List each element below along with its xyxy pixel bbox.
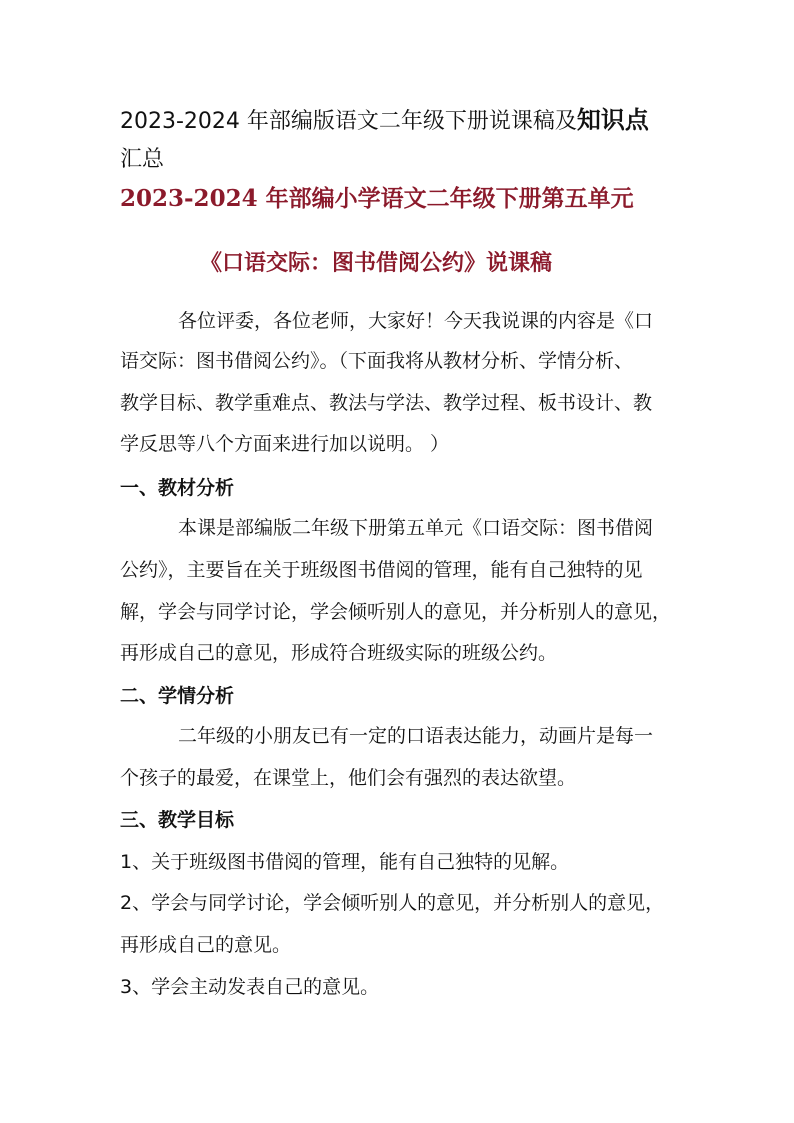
section-heading: 二、学情分析 bbox=[120, 685, 235, 707]
paragraph-line: 公约》，主要旨在关于班级图书借阅的管理，能有自己独特的见 bbox=[120, 559, 643, 581]
paragraph-line: 再形成自己的意见，形成符合班级实际的班级公约。 bbox=[120, 642, 558, 664]
paragraph-line: 解，学会与同学讨论，学会倾听别人的意见，并分析别人的意见， bbox=[120, 601, 672, 623]
list-item: 2、学会与同学讨论，学会倾听别人的意见，并分析别人的意见， bbox=[120, 892, 665, 914]
intro-line: 学反思等八个方面来进行加以说明。 ） bbox=[120, 433, 450, 455]
title-text: 2023-2024 年部编版语文二年级下册说课稿及 bbox=[120, 109, 577, 134]
intro-line: 语交际：图书借阅公约》。（下面我将从教材分析、学情分析、 bbox=[120, 350, 634, 372]
title-bold-text: 知识点 bbox=[576, 106, 649, 134]
document-title-line1 bbox=[120, 106, 649, 136]
paragraph-line: 二年级的小朋友已有一定的口语表达能力，动画片是每一 bbox=[178, 725, 654, 747]
paragraph-line: 再形成自己的意见。 bbox=[120, 934, 292, 956]
section-heading: 三、教学目标 bbox=[120, 809, 235, 831]
list-item: 1、关于班级图书借阅的管理，能有自己独特的见解。 bbox=[120, 851, 570, 873]
lesson-subtitle: 《口语交际：图书借阅公约》说课稿 bbox=[200, 251, 553, 276]
intro-line: 教学目标、教学重难点、教法与学法、教学过程、板书设计、教 bbox=[120, 392, 653, 414]
intro-line: 各位评委，各位老师，大家好！今天我说课的内容是《口 bbox=[178, 310, 654, 332]
document-title-line2: 汇总 bbox=[120, 147, 165, 172]
unit-title: 2023-2024 年部编小学语文二年级下册第五单元 bbox=[120, 185, 634, 212]
paragraph-line: 本课是部编版二年级下册第五单元《口语交际：图书借阅 bbox=[178, 517, 654, 539]
paragraph-line: 个孩子的最爱，在课堂上，他们会有强烈的表达欲望。 bbox=[120, 767, 577, 789]
list-item: 3、学会主动发表自己的意见。 bbox=[120, 976, 380, 998]
section-heading: 一、教材分析 bbox=[120, 477, 235, 499]
